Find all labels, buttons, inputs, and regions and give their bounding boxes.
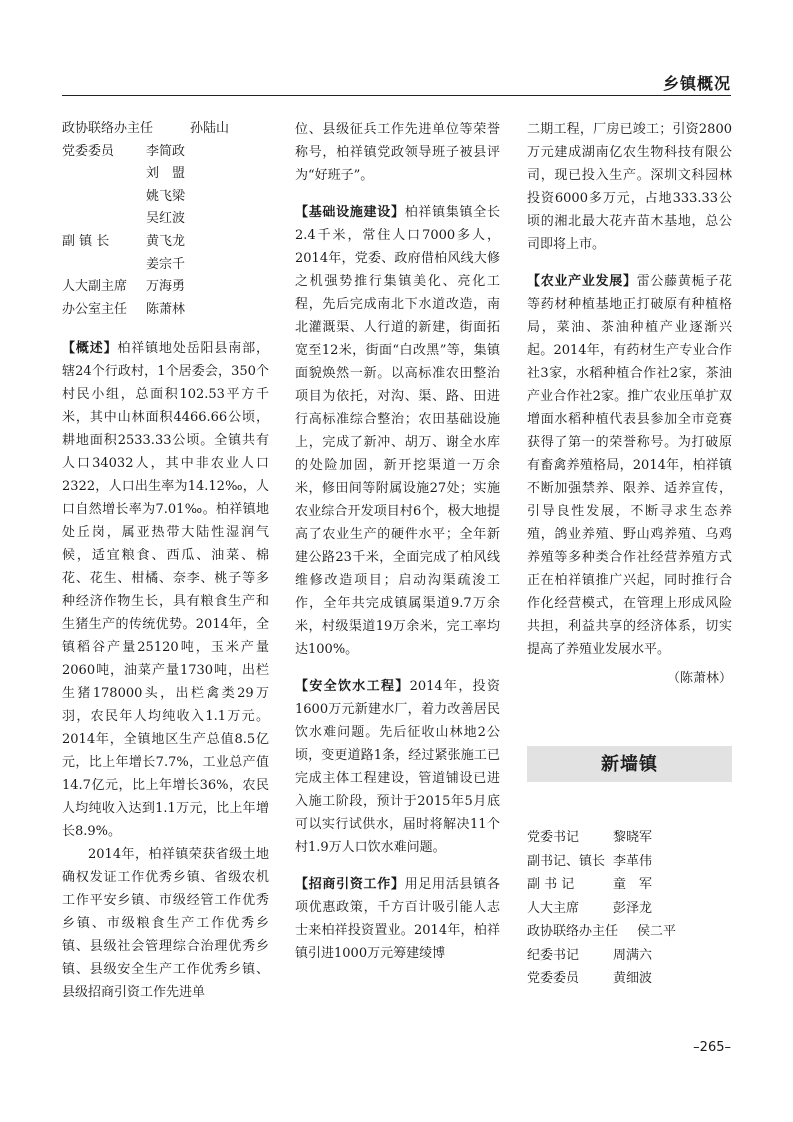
column-2	[295, 118, 500, 965]
staff-name: 姜宗千	[146, 256, 186, 272]
staff-name: 刘 盟	[146, 166, 186, 182]
staff-row	[527, 967, 732, 991]
agriculture-paragraph	[527, 270, 732, 661]
infrastructure-text: 柏祥镇集镇全长2.4千米，常住人口7000多人，2014年，党委、政府借柏风线大修之机强势推行集镇美化、亮化工程，先后完成南北下水道改造，南北灌溉渠、人行道的新建，街面拓宽至12米，街面“白改黑”等，集镇面貌焕然一新。以高标准农田整治项目为依托，对沟、渠、路、田进行高标准综合整治；农田基础设施上，完成了新冲、胡万、谢全水库的处险加固，新开挖渠道一万余米，修田间等附属设施27处；实施农业综合开发项目村6个，极大地提高了农业生产的硬件水平；全年新建公路23千米，全面完成了柏风线维修改造项目；启动沟渠疏浚工作，全年共完成镇属渠道9.7万余米，村级渠道19万余米，完工率均达100%。	[295, 205, 500, 657]
staff-row	[62, 118, 269, 141]
staff-name: 黄飞龙	[146, 233, 186, 249]
staff-name: 黄细波	[613, 971, 653, 986]
agriculture-heading: 【农业产业发展】	[527, 274, 637, 289]
staff-title: 副书记、镇长	[527, 853, 606, 869]
overview-heading: 【概述】	[62, 341, 118, 357]
investment-heading: 【招商引资工作】	[295, 877, 405, 892]
staff-row	[527, 944, 732, 968]
water-heading: 【安全饮水工程】	[295, 679, 410, 694]
staff-row	[527, 826, 732, 850]
water-paragraph	[295, 675, 500, 859]
staff-name: 黎晓军	[613, 830, 653, 845]
staff-title: 人大主席	[527, 900, 580, 916]
staff-title: 政协联络办主任	[527, 924, 619, 939]
staff-roster-baixiang	[62, 118, 269, 321]
infrastructure-paragraph	[295, 201, 500, 661]
staff-name: 姚飞梁	[146, 188, 186, 204]
staff-name: 李简政	[146, 143, 186, 159]
staff-row	[527, 850, 732, 874]
overview-paragraph	[62, 337, 269, 843]
column-3	[527, 118, 732, 991]
staff-title: 副 镇 长	[62, 233, 110, 249]
staff-row	[527, 920, 732, 944]
staff-row	[527, 897, 732, 921]
staff-row	[62, 141, 269, 164]
staff-name: 童 军	[613, 877, 653, 892]
staff-title: 党委书记	[527, 830, 580, 845]
staff-name: 吴红波	[146, 211, 186, 227]
staff-title: 政协联络办主任	[62, 121, 154, 136]
header-rule	[62, 95, 731, 96]
page-number: –265–	[693, 1040, 731, 1055]
staff-name: 陈萧林	[146, 301, 186, 317]
infrastructure-heading: 【基础设施建设】	[295, 205, 405, 220]
investment-text: 用足用活县镇各项优惠政策，千方百计吸引能人志士来柏祥投资置业。2014年，柏祥镇引进1000万元筹建绫博	[295, 877, 500, 961]
investment-paragraph-continued: 二期工程，厂房已竣工；引资2800万元建成湖南亿农生物科技有限公司，现已投入生产。深圳文科园林投资6000多万元，占地333.33公顷的湘北最大花卉苗木基地，总公司即将上市。	[527, 122, 732, 252]
staff-name: 侯二平	[637, 924, 677, 939]
staff-row	[62, 231, 269, 254]
staff-title: 办公室主任	[62, 301, 128, 317]
staff-name: 周满六	[613, 947, 653, 963]
author-byline: （陈萧林）	[666, 671, 732, 686]
column-1	[62, 118, 269, 1004]
honors-paragraph: 2014年，柏祥镇荣获省级土地确权发证工作优秀乡镇、省级农机工作平安乡镇、市级经管工作优秀乡镇、市级粮食生产工作优秀乡镇、县级社会管理综合治理优秀乡镇、县级安全生产工作优秀乡镇、县级招商引资工作先进单	[62, 847, 269, 1001]
staff-title: 副 书 记	[527, 877, 575, 892]
staff-name: 彭泽龙	[613, 900, 653, 916]
investment-paragraph	[295, 873, 500, 965]
staff-row	[527, 873, 732, 897]
staff-row	[62, 254, 269, 277]
staff-title: 党委委员	[527, 971, 580, 986]
staff-row	[62, 276, 269, 299]
staff-name: 孙陆山	[190, 121, 230, 136]
staff-title: 人大副主席	[62, 279, 128, 295]
staff-title: 党委委员	[62, 143, 115, 159]
town-heading: 新墙镇	[601, 753, 658, 775]
staff-title	[62, 208, 146, 231]
section-title: 乡镇概况	[662, 74, 731, 93]
water-text: 2014年，投资1600万元新建水厂，着力改善居民饮水难问题。先后征收山林地2公顷，变更道路1条，经过紧张施工已完成主体工程建设，管道铺设已进入施工阶段，预计于2015年5月底可以实行试供水，届时将解决11个村1.9万人口饮水难问题。	[295, 679, 500, 855]
staff-row	[62, 186, 269, 209]
staff-roster-xinqiang	[527, 826, 732, 991]
staff-name: 李革伟	[613, 853, 653, 869]
town-heading-box	[527, 746, 732, 782]
staff-title	[62, 186, 146, 209]
staff-title: 纪委书记	[527, 947, 580, 963]
staff-row	[62, 299, 269, 322]
staff-row	[62, 163, 269, 186]
staff-title	[62, 254, 146, 277]
staff-title	[62, 163, 146, 186]
staff-row	[62, 208, 269, 231]
agriculture-text: 雷公藤黄栀子花等药材种植基地正打破原有种植格局，菜油、茶油种植产业逐渐兴起。2014年，有药材生产专业合作社3家，水稻种植合作社2家，茶油产业合作社2家。推广农业压单扩双增面水稻种植代表县参加全市竞赛获得了第一的荣誉称号。为打破原有畜禽养殖格局，2014年，柏祥镇不断加强禁养、限养、适养宣传，引导良性发展，不断寻求生态养殖，鸽业养殖、野山鸡养殖、乌鸡养殖等多种类合作社经营养殖方式正在柏祥镇推广兴起，同时推行合作化经营模式，在管理上形成风险共担，利益共享的经济体系，切实提高了养殖业发展水平。	[527, 274, 732, 657]
overview-text: 柏祥镇地处岳阳县南部，辖24个行政村，1个居委会，350个村民小组，总面积102.53平方千米，其中山林面积4466.66公顷，耕地面积2533.33公顷。全镇共有人口34032人，其中非农业人口2322，人口出生率为14.12‰，人口自然增长率为7.01‰。柏祥镇地处丘岗，属亚热带大陆性湿润气候，适宜粮食、西瓜、油菜、棉花、花生、柑橘、奈李、桃子等多种经济作物生长，具有粮食生产和生猪生产的传统优势。2014年，全镇稻谷产量25120吨，玉米产量2060吨，油菜产量1730吨，出栏生猪178000头，出栏禽类29万羽，农民年人均纯收入1.1万元。2014年，全镇地区生产总值8.5亿元，比上年增长7.7%，工业总产值14.7亿元，比上年增长36%，农民人均纯收入达到1.1万元，比上年增长8.9%。	[62, 341, 269, 840]
staff-name: 万海勇	[146, 279, 186, 295]
honors-paragraph-continued: 位、县级征兵工作先进单位等荣誉称号，柏祥镇党政领导班子被县评为“好班子”。	[295, 122, 500, 183]
